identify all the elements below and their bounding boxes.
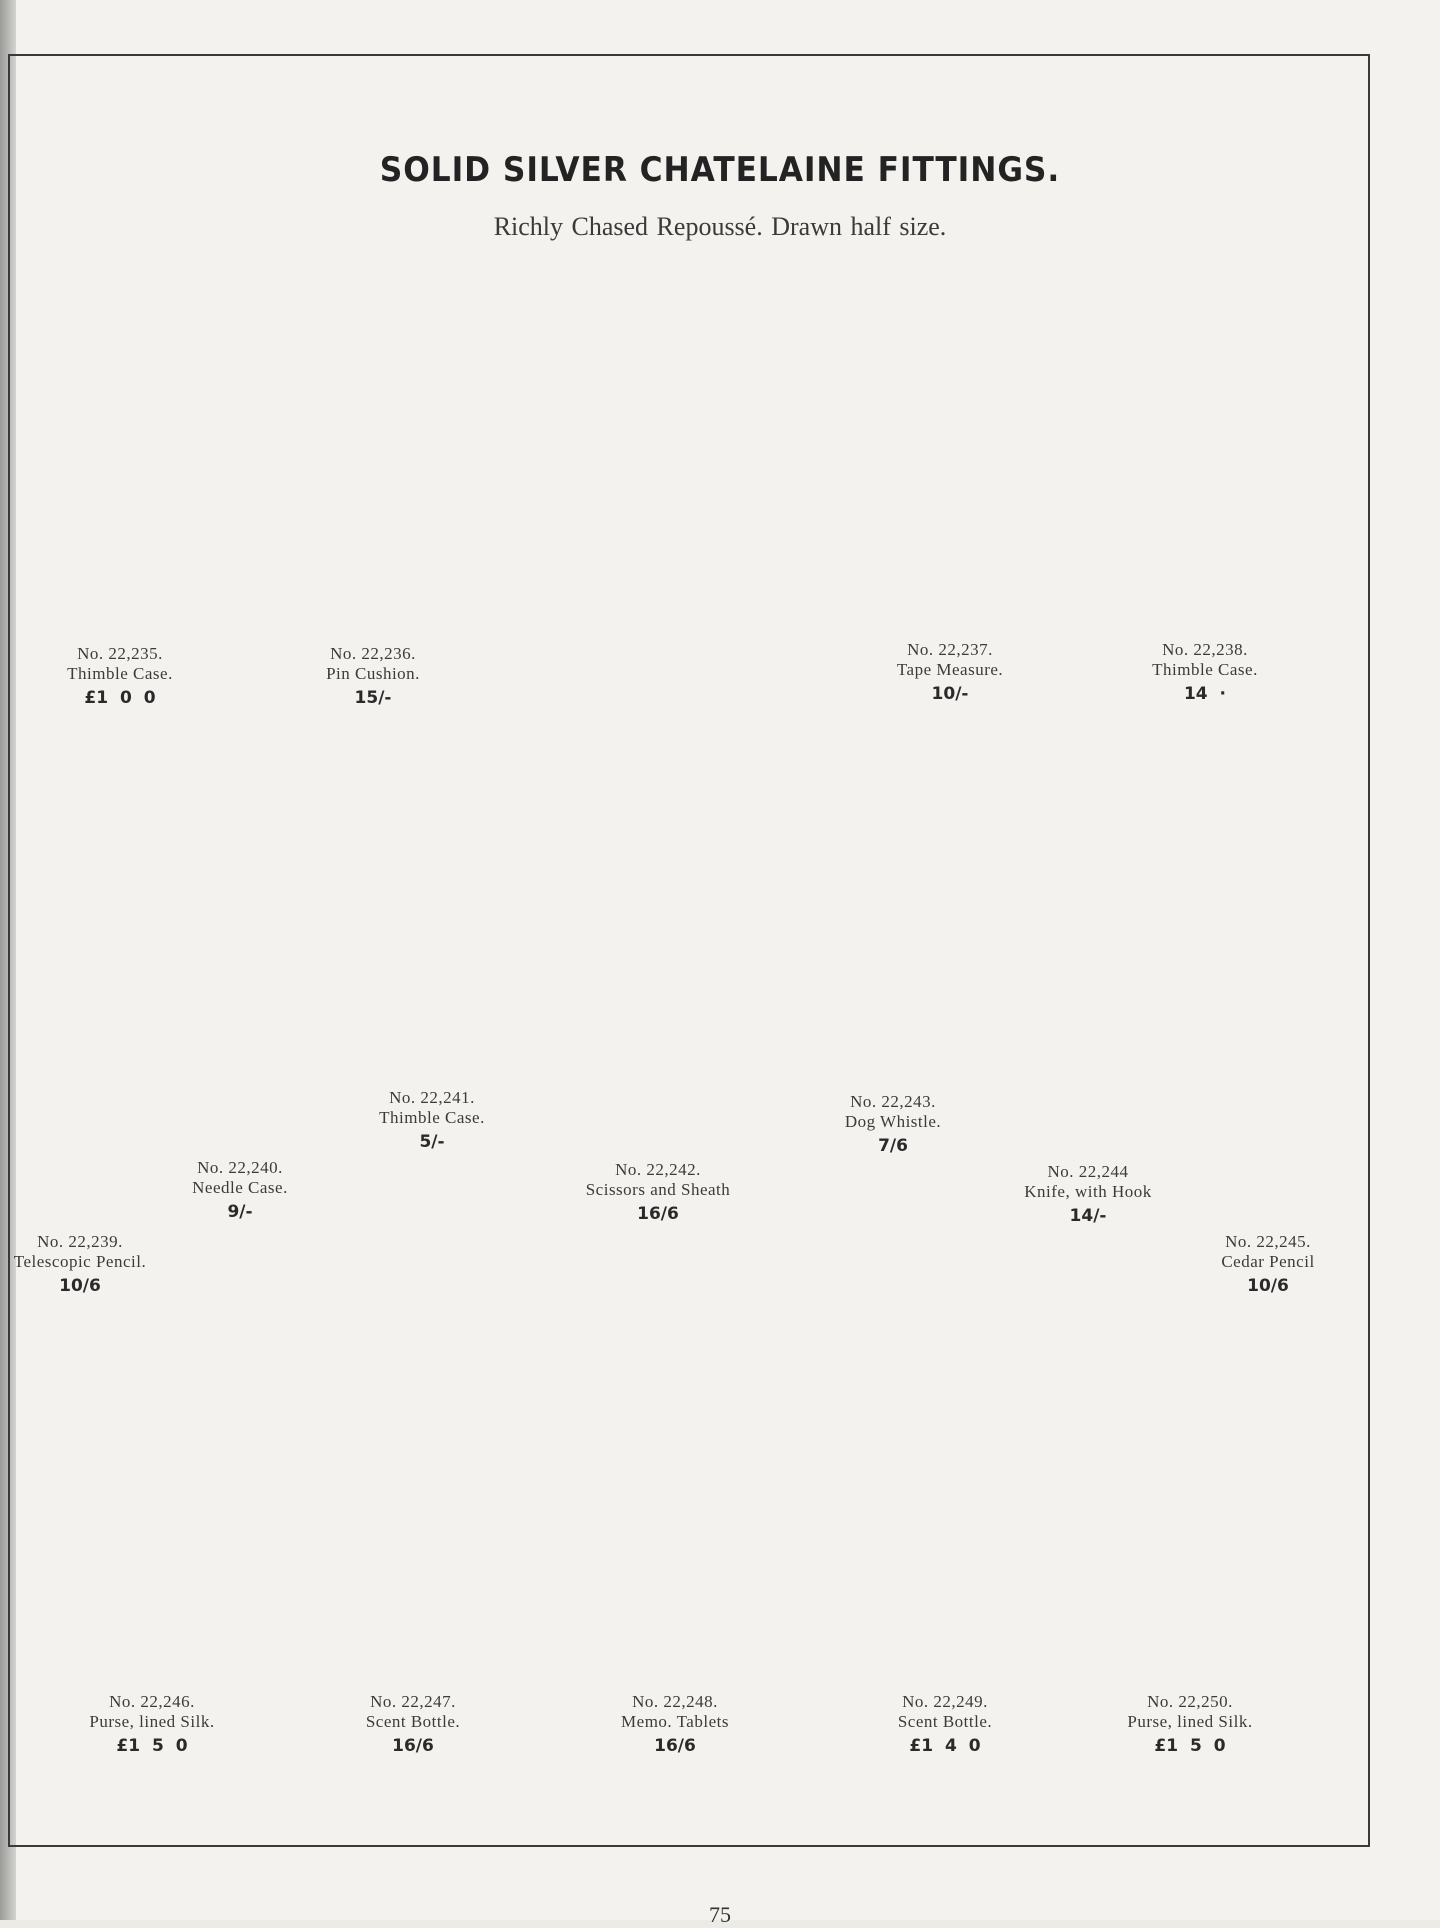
item-number: No. 22,250. [1147, 1692, 1233, 1711]
item-price: 9/- [227, 1201, 253, 1222]
page-subtitle: Richly Chased Repoussé. Drawn half size. [493, 212, 947, 241]
item-price: 7/6 [878, 1135, 908, 1156]
item-name: Thimble Case. [67, 664, 173, 684]
item-name: Tape Measure. [896, 660, 1004, 680]
item-price: 16/6 [637, 1203, 679, 1224]
item-name: Purse, lined Silk. [89, 1712, 215, 1732]
item-price: 10/- [931, 683, 969, 704]
item-name: Pin Cushion. [326, 664, 420, 684]
item-number: No. 22,243. [850, 1092, 936, 1111]
item-name: Scissors and Sheath [585, 1180, 731, 1200]
item-name: Memo. Tablets [621, 1712, 729, 1732]
item-name: Scent Bottle. [365, 1712, 461, 1732]
item-number: No. 22,245. [1225, 1232, 1311, 1251]
item-name: Thimble Case. [379, 1108, 485, 1128]
item-name: Knife, with Hook [1024, 1182, 1152, 1202]
item-number: No. 22,239. [37, 1232, 123, 1251]
item-number: No. 22,246. [109, 1692, 195, 1711]
item-price: 16/6 [392, 1735, 434, 1756]
item-name: Purse, lined Silk. [1127, 1712, 1253, 1732]
item-number: No. 22,236. [330, 644, 416, 663]
item-name: Telescopic Pencil. [13, 1252, 147, 1272]
item-price: 5/- [419, 1131, 445, 1152]
item-number: No. 22,235. [77, 644, 163, 663]
item-name: Needle Case. [192, 1178, 288, 1198]
item-number: No. 22,247. [370, 1692, 456, 1711]
item-price: £1 4 0 [909, 1735, 981, 1756]
item-number: No. 22,238. [1162, 640, 1248, 659]
item-name: Scent Bottle. [897, 1712, 993, 1732]
item-number: No. 22,248. [632, 1692, 718, 1711]
item-price: 15/- [354, 687, 392, 708]
item-price: 10/6 [1247, 1275, 1289, 1296]
item-price: 14 · [1183, 683, 1227, 704]
item-price: 10/6 [59, 1275, 101, 1296]
item-name: Thimble Case. [1152, 660, 1258, 680]
page-number: 75 [709, 1902, 731, 1927]
item-price: 16/6 [654, 1735, 696, 1756]
item-price: £1 5 0 [1154, 1735, 1226, 1756]
item-number: No. 22,244 [1047, 1162, 1129, 1181]
item-price: £1 0 0 [84, 687, 156, 708]
item-price: £1 5 0 [116, 1735, 188, 1756]
item-price: 14/- [1069, 1205, 1107, 1226]
item-number: No. 22,237. [907, 640, 993, 659]
item-number: No. 22,249. [902, 1692, 988, 1711]
item-name: Dog Whistle. [844, 1112, 942, 1132]
item-number: No. 22,241. [389, 1088, 475, 1107]
page-title: SOLID SILVER CHATELAINE FITTINGS. [379, 150, 1061, 190]
item-number: No. 22,242. [615, 1160, 701, 1179]
item-number: No. 22,240. [197, 1158, 283, 1177]
item-name: Cedar Pencil [1221, 1252, 1315, 1272]
